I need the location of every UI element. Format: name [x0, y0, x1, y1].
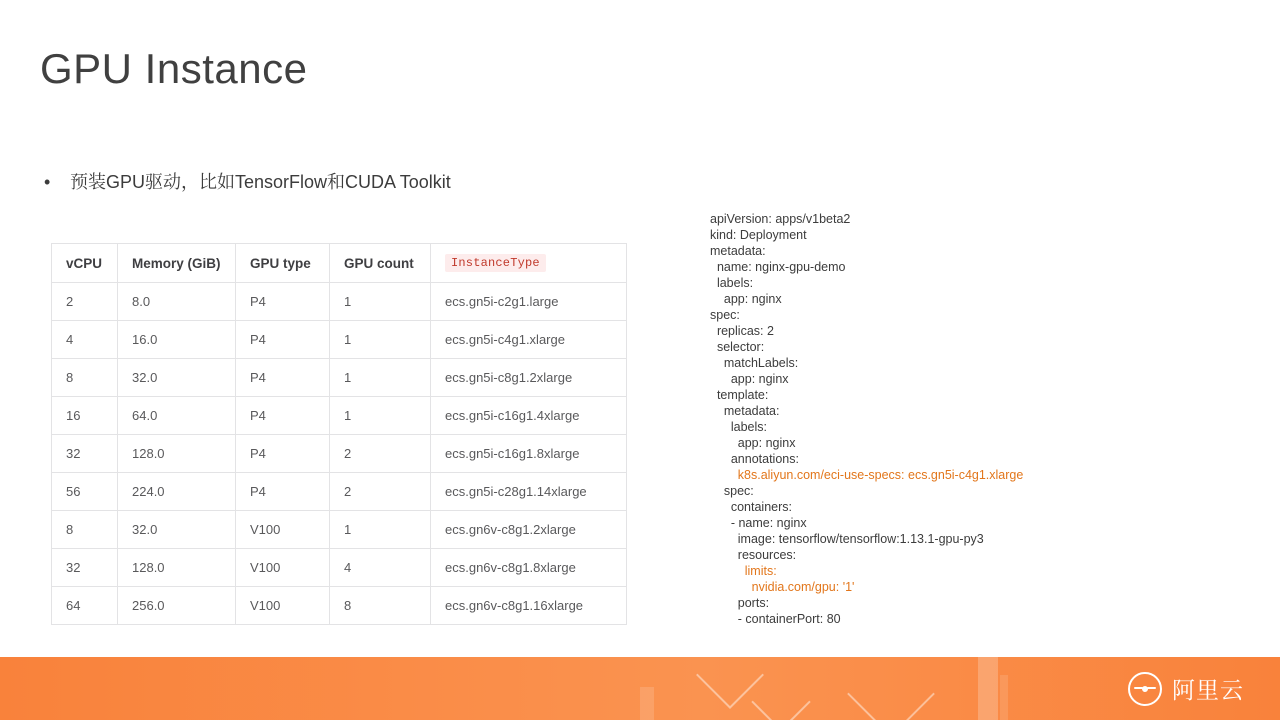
cell-memory: 128.0 — [118, 549, 236, 587]
bullet-label: 预装GPU驱动，比如TensorFlow和CUDA Toolkit — [70, 172, 451, 192]
table-row — [52, 321, 627, 359]
yaml-line: kind: Deployment — [710, 228, 807, 242]
cell-gpu-count: 1 — [330, 283, 431, 321]
column-header-memory: Memory (GiB) — [118, 244, 236, 283]
yaml-line: app: nginx — [710, 292, 782, 306]
aliyun-mark-dot-icon — [1142, 686, 1148, 692]
table-row — [52, 435, 627, 473]
yaml-line: limits: — [710, 564, 777, 578]
yaml-line: replicas: 2 — [710, 324, 774, 338]
cell-gpu-count: 1 — [330, 321, 431, 359]
cell-instance-type: ecs.gn5i-c28g1.14xlarge — [431, 473, 627, 511]
cell-gpu-count: 8 — [330, 587, 431, 625]
yaml-line: ports: — [710, 596, 770, 610]
bar-decoration-1 — [978, 657, 998, 720]
yaml-line: name: nginx-gpu-demo — [710, 260, 846, 274]
yaml-line: app: nginx — [710, 372, 789, 386]
cell-instance-type: ecs.gn5i-c2g1.large — [431, 283, 627, 321]
cell-gpu-count: 4 — [330, 549, 431, 587]
footer-band — [0, 657, 1280, 720]
yaml-line: annotations: — [710, 452, 799, 466]
yaml-line: selector: — [710, 340, 765, 354]
table-row — [52, 397, 627, 435]
cell-gpu-count: 1 — [330, 511, 431, 549]
cell-gpu-count: 1 — [330, 359, 431, 397]
cell-vcpu: 32 — [52, 435, 118, 473]
column-header-gpu-type: GPU type — [236, 244, 330, 283]
cell-gpu-type: P4 — [236, 359, 330, 397]
cell-instance-type: ecs.gn5i-c4g1.xlarge — [431, 321, 627, 359]
cell-vcpu: 64 — [52, 587, 118, 625]
cell-vcpu: 16 — [52, 397, 118, 435]
gpu-instance-table — [51, 243, 626, 625]
yaml-line: containers: — [710, 500, 792, 514]
cell-gpu-count: 1 — [330, 397, 431, 435]
chevron-decoration-3 — [751, 672, 810, 720]
cell-memory: 64.0 — [118, 397, 236, 435]
cell-instance-type: ecs.gn5i-c8g1.2xlarge — [431, 359, 627, 397]
table-row — [52, 359, 627, 397]
cell-instance-type: ecs.gn5i-c16g1.4xlarge — [431, 397, 627, 435]
yaml-line: metadata: — [710, 244, 766, 258]
yaml-line: nvidia.com/gpu: '1' — [710, 580, 855, 594]
cell-gpu-type: P4 — [236, 397, 330, 435]
cell-vcpu: 2 — [52, 283, 118, 321]
cell-memory: 32.0 — [118, 359, 236, 397]
instance-type-chip: InstanceType — [445, 254, 546, 272]
page-title: GPU Instance — [40, 45, 308, 92]
yaml-line: spec: — [710, 308, 740, 322]
table-row — [52, 587, 627, 625]
table-row — [52, 549, 627, 587]
cell-gpu-type: P4 — [236, 435, 330, 473]
chevron-decoration-2 — [847, 657, 935, 720]
cell-vcpu: 8 — [52, 359, 118, 397]
cell-memory: 32.0 — [118, 511, 236, 549]
table-row — [52, 473, 627, 511]
yaml-line: k8s.aliyun.com/eci-use-specs: ecs.gn5i-c4g1.xlarge — [710, 468, 1024, 482]
yaml-line: image: tensorflow/tensorflow:1.13.1-gpu-py3 — [710, 532, 984, 546]
cell-gpu-type: P4 — [236, 283, 330, 321]
yaml-line: - name: nginx — [710, 516, 807, 530]
yaml-line: matchLabels: — [710, 356, 799, 370]
column-header-instance-type — [431, 244, 627, 283]
cell-instance-type: ecs.gn5i-c16g1.8xlarge — [431, 435, 627, 473]
yaml-line: - containerPort: 80 — [710, 612, 841, 626]
yaml-line: apiVersion: apps/v1beta2 — [710, 212, 851, 226]
cell-gpu-count: 2 — [330, 473, 431, 511]
column-header-gpu-count: GPU count — [330, 244, 431, 283]
yaml-manifest — [710, 211, 1023, 627]
cell-memory: 8.0 — [118, 283, 236, 321]
yaml-line: app: nginx — [710, 436, 796, 450]
cell-vcpu: 56 — [52, 473, 118, 511]
cell-memory: 16.0 — [118, 321, 236, 359]
table-header-row — [52, 244, 627, 283]
cell-gpu-type: V100 — [236, 511, 330, 549]
yaml-line: labels: — [710, 276, 754, 290]
bullet-marker: • — [44, 172, 51, 192]
table-row — [52, 511, 627, 549]
cell-instance-type: ecs.gn6v-c8g1.2xlarge — [431, 511, 627, 549]
cell-vcpu: 8 — [52, 511, 118, 549]
cell-gpu-type: V100 — [236, 587, 330, 625]
brand-logo — [1128, 672, 1244, 706]
cell-gpu-type: P4 — [236, 473, 330, 511]
yaml-line: template: — [710, 388, 769, 402]
cell-gpu-type: V100 — [236, 549, 330, 587]
yaml-line: resources: — [710, 548, 797, 562]
cell-memory: 256.0 — [118, 587, 236, 625]
cell-vcpu: 4 — [52, 321, 118, 359]
yaml-line: labels: — [710, 420, 767, 434]
cell-instance-type: ecs.gn6v-c8g1.8xlarge — [431, 549, 627, 587]
yaml-line: spec: — [710, 484, 754, 498]
cell-vcpu: 32 — [52, 549, 118, 587]
table-row — [52, 283, 627, 321]
column-header-vcpu: vCPU — [52, 244, 118, 283]
brand-name: 阿里云 — [1172, 677, 1244, 703]
cell-memory: 128.0 — [118, 435, 236, 473]
bar-decoration-2 — [640, 687, 654, 720]
cell-gpu-count: 2 — [330, 435, 431, 473]
yaml-line: metadata: — [710, 404, 780, 418]
cell-instance-type: ecs.gn6v-c8g1.16xlarge — [431, 587, 627, 625]
aliyun-mark-icon — [1128, 672, 1162, 706]
bullet-item — [44, 170, 451, 195]
bar-decoration-3 — [1000, 675, 1008, 720]
cell-memory: 224.0 — [118, 473, 236, 511]
cell-gpu-type: P4 — [236, 321, 330, 359]
